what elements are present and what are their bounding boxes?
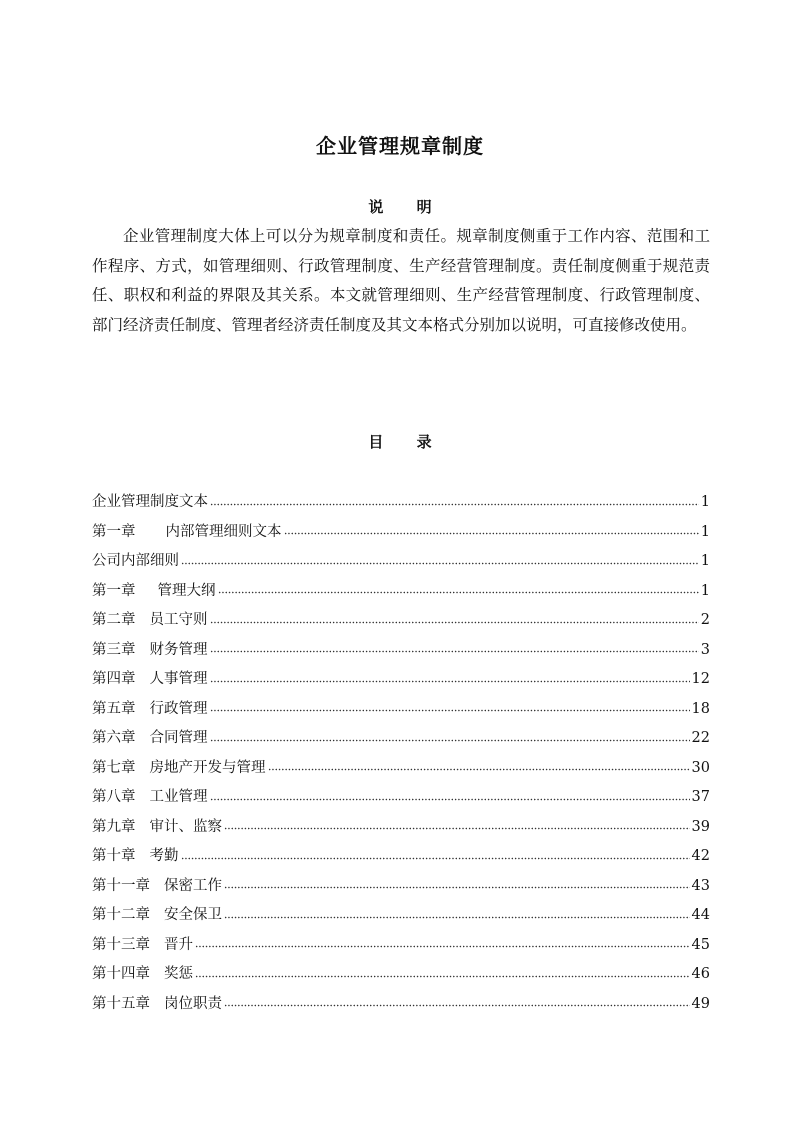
intro-heading: 说 明: [368, 198, 446, 216]
toc-entry-chapter: 第八章: [92, 789, 136, 805]
toc-entry[interactable]: [92, 785, 710, 815]
toc-entry-title: 内部管理细则文本: [165, 523, 282, 540]
toc-entry-title: 审计、监察: [149, 818, 222, 835]
toc-entry[interactable]: [92, 756, 710, 786]
toc-entry-title: 奖惩: [164, 966, 193, 982]
toc-entry-title: 合同管理: [149, 730, 208, 746]
toc-entry-chapter: 第十章: [92, 848, 136, 864]
toc-entry-page-number: 22: [691, 730, 710, 746]
table-of-contents: [92, 490, 710, 1021]
toc-entry-page-number: 1: [700, 523, 710, 540]
toc-entry-chapter: 第十一章: [92, 877, 150, 894]
toc-entry-leader-dots: [195, 967, 690, 982]
toc-entry-page-number: 37: [691, 789, 710, 805]
toc-entry[interactable]: [92, 638, 710, 668]
toc-entry-leader-dots: [210, 642, 699, 657]
toc-entry[interactable]: [92, 697, 710, 727]
toc-entry-chapter: 第一章: [92, 523, 136, 540]
toc-entry-leader-dots: [224, 819, 690, 834]
toc-entry-leader-dots: [181, 554, 699, 569]
toc-entry-page-number: 1: [700, 553, 710, 569]
toc-entry-chapter: 第五章: [92, 700, 136, 717]
toc-entry[interactable]: [92, 992, 710, 1022]
toc-entry-leader-dots: [195, 937, 690, 952]
toc-entry[interactable]: [92, 844, 710, 874]
toc-entry-title: 晋升: [164, 936, 193, 953]
toc-entry-page-number: 18: [691, 700, 710, 717]
toc-entry-leader-dots: [224, 908, 690, 923]
toc-entry-title: 工业管理: [149, 789, 208, 805]
toc-entry-leader-dots: [210, 731, 690, 746]
toc-entry-page-number: 43: [691, 877, 710, 894]
toc-entry-page-number: 1: [700, 582, 710, 599]
toc-entry-title: 人事管理: [149, 671, 208, 687]
toc-entry-chapter: 第三章: [92, 641, 136, 658]
toc-entry[interactable]: [92, 579, 710, 609]
toc-entry-leader-dots: [210, 672, 690, 687]
toc-entry-chapter: 第十五章: [92, 995, 150, 1012]
toc-entry[interactable]: [92, 874, 710, 904]
toc-entry-page-number: 3: [700, 641, 710, 658]
toc-entry[interactable]: [92, 903, 710, 933]
toc-entry-title: 保密工作: [164, 877, 222, 894]
toc-entry-chapter: 第一章: [92, 582, 136, 599]
toc-entry-page-number: 46: [691, 966, 710, 982]
toc-entry-page-number: 30: [691, 759, 710, 776]
toc-entry-leader-dots: [210, 790, 690, 805]
toc-entry-page-number: 1: [700, 494, 710, 510]
toc-entry-page-number: 39: [691, 818, 710, 835]
toc-entry-title: 行政管理: [149, 700, 208, 717]
toc-entry-page-number: 2: [700, 612, 710, 628]
toc-entry-title: 安全保卫: [164, 907, 222, 923]
toc-entry-leader-dots: [224, 878, 690, 893]
toc-entry-chapter: 第十四章: [92, 966, 150, 982]
toc-entry-title: 房地产开发与管理: [149, 759, 266, 776]
toc-entry-title: 岗位职责: [164, 995, 222, 1012]
toc-entry-chapter: 第四章: [92, 671, 136, 687]
intro-paragraph: 企业管理制度大体上可以分为规章制度和责任。规章制度侧重于工作内容、范围和工作程序、方式，如管理细则、行政管理制度、生产经营管理制度。责任制度侧重于规范责任、职权和利益的界限及其关系。本文就管理细则、生产经营管理制度、行政管理制度、部门经济责任制度、管理者经济责任制度及其文本格式分别加以说明，可直接修改使用。: [92, 227, 710, 334]
toc-entry-leader-dots: [210, 495, 699, 510]
toc-entry-chapter: 第九章: [92, 818, 136, 835]
toc-entry-title: 考勤: [149, 848, 179, 864]
toc-entry-leader-dots: [284, 524, 699, 539]
toc-entry-title: 员工守则: [149, 612, 208, 628]
toc-entry-chapter: 第六章: [92, 730, 136, 746]
toc-entry-leader-dots: [268, 760, 690, 775]
toc-entry-page-number: 42: [691, 848, 710, 864]
toc-entry[interactable]: [92, 726, 710, 756]
toc-entry-leader-dots: [181, 849, 690, 864]
toc-entry-chapter: 第十二章: [92, 907, 150, 923]
toc-entry-leader-dots: [210, 701, 690, 716]
toc-entry-title: 财务管理: [149, 641, 208, 658]
toc-entry[interactable]: [92, 667, 710, 697]
toc-entry-leader-dots: [224, 996, 690, 1011]
toc-entry-chapter: 第十三章: [92, 936, 150, 953]
toc-entry-leader-dots: [210, 613, 699, 628]
toc-entry[interactable]: [92, 608, 710, 638]
toc-entry[interactable]: [92, 933, 710, 963]
document-title: 企业管理规章制度: [316, 134, 484, 158]
toc-entry-title: 公司内部细则: [92, 553, 179, 569]
toc-heading: 目 录: [368, 433, 446, 451]
toc-entry[interactable]: [92, 815, 710, 845]
toc-entry[interactable]: [92, 490, 710, 520]
toc-entry[interactable]: [92, 549, 710, 579]
toc-entry[interactable]: [92, 520, 710, 550]
toc-entry-page-number: 44: [691, 907, 710, 923]
toc-entry[interactable]: [92, 962, 710, 992]
toc-entry-page-number: 12: [691, 671, 710, 687]
toc-entry-page-number: 45: [691, 936, 710, 953]
toc-entry-chapter: 第七章: [92, 759, 136, 776]
toc-entry-title: 企业管理制度文本: [92, 494, 208, 510]
toc-entry-chapter: 第二章: [92, 612, 136, 628]
toc-entry-title: 管理大纲: [157, 582, 216, 599]
toc-entry-page-number: 49: [691, 995, 710, 1012]
toc-entry-leader-dots: [218, 583, 699, 598]
